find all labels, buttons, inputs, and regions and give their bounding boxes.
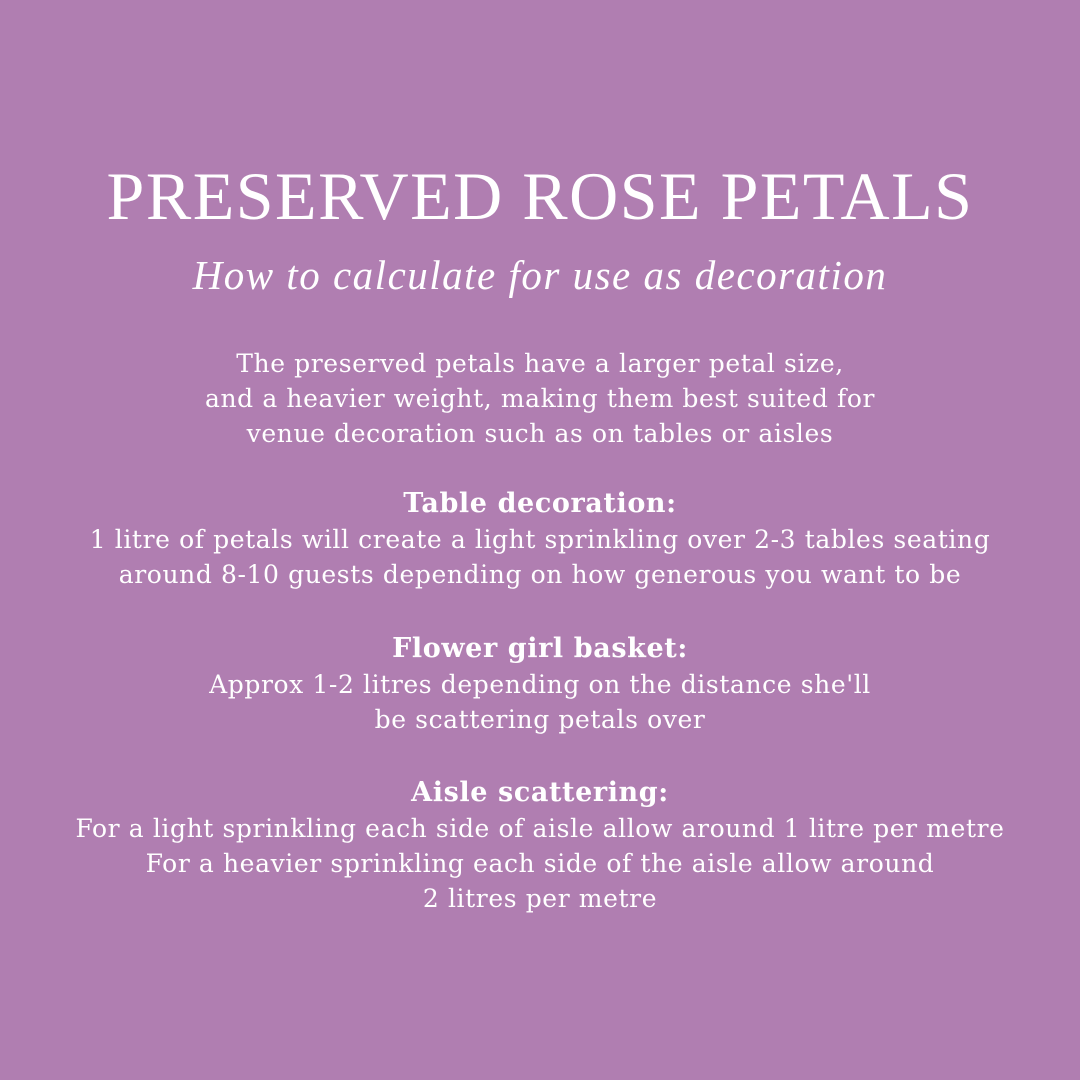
section-flower-girl-basket — [0, 631, 1080, 737]
section-table-decoration — [0, 486, 1080, 592]
section-heading: Table decoration: — [403, 488, 677, 519]
section-aisle-scattering — [0, 775, 1080, 916]
section-line: 1 litre of petals will create a light sprinkling over 2-3 tables seating — [89, 525, 991, 554]
section-heading: Flower girl basket: — [392, 633, 688, 664]
section-line: 2 litres per metre — [422, 884, 658, 913]
intro-line: and a heavier weight, making them best suited for — [204, 384, 876, 413]
section-line: For a heavier sprinkling each side of the aisle allow around — [145, 849, 935, 878]
section-line: Approx 1-2 litres depending on the distance she'll — [209, 670, 871, 699]
section-line: be scattering petals over — [374, 705, 706, 734]
section-heading: Aisle scattering: — [411, 777, 669, 808]
section-line: around 8-10 guests depending on how generous you want to be — [118, 560, 962, 589]
intro-line: venue decoration such as on tables or aisles — [246, 419, 834, 448]
page-title: PRESERVED ROSE PETALS — [106, 158, 974, 234]
intro-line: The preserved petals have a larger petal size, — [236, 349, 844, 378]
intro-paragraph — [0, 346, 1080, 451]
section-line: For a light sprinkling each side of aisle allow around 1 litre per metre — [75, 814, 1005, 843]
page-subtitle: How to calculate for use as decoration — [192, 252, 888, 298]
